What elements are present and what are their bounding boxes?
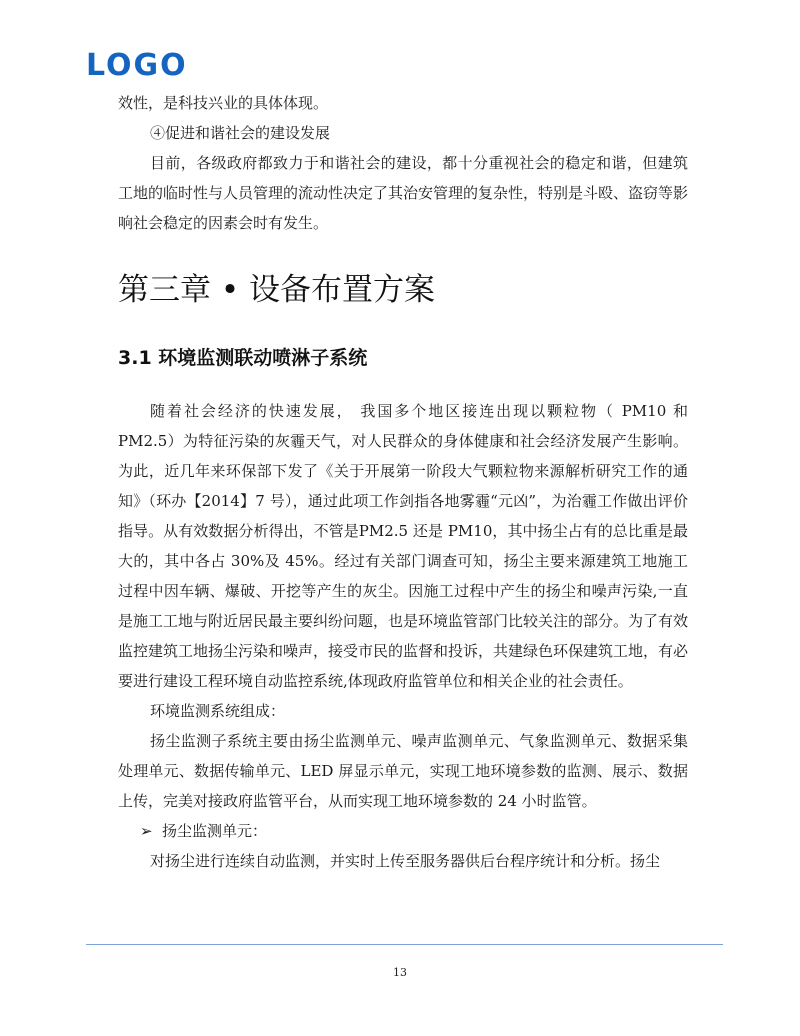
- list-item-harmony: ④促进和谐社会的建设发展: [150, 124, 331, 142]
- paragraph-harmony: 目前，各级政府都致力于和谐社会的建设，都十分重视社会的稳定和谐，但建筑工地的临时性与人员管理的流动性决定了其治安管理的复杂性，特别是斗殴、盗窃等影响社会稳定的因素会时有发生。: [118, 154, 689, 232]
- bullet-dust-unit: [118, 816, 688, 846]
- paragraph-background: 随着社会经济的快速发展， 我国多个地区接连出现以颗粒物（ PM10 和 PM2.5）为特征污染的灰霾天气，对人民群众的身体健康和社会经济发展产生影响。为此，近几年来环保部下发了《关于开展第一阶段大气颗粒物来源解析研究工作的通知》（环办【2014】7 号），通过此项工作剑指各地雾霾“元凶”，为治霾工作做出评价指导。从有效数据分析得出，不管是PM2.5 还是 PM10，其中扬尘占有的总比重是最大的，其中各占 30%及 45%。经过有关部门调查可知，扬尘主要来源建筑工地施工过程中因车辆、爆破、开挖等产生的灰尘。因施工过程中产生的扬尘和噪声污染,一直是施工工地与附近居民最主要纠纷问题，也是环境监管部门比较关注的部分。为了有效监控建筑工地扬尘污染和噪声，接受市民的监督和投诉，共建绿色环保建筑工地，有必要进行建设工程环境自动监控系统,体现政府监管单位和相关企业的社会责任。: [118, 402, 689, 690]
- page-content: [118, 88, 688, 876]
- logo: LOGO: [86, 48, 188, 83]
- section-spacer: [118, 374, 688, 396]
- chapter-title: 第三章 • 设备布置方案: [118, 272, 435, 308]
- paragraph-intro-end: 效性，是科技兴业的具体体现。: [118, 94, 329, 112]
- paragraph-dust-unit: 对扬尘进行连续自动监测，并实时上传至服务器供后台程序统计和分析。扬尘: [150, 852, 661, 870]
- page-number: 13: [393, 966, 407, 979]
- paragraph-composition: 扬尘监测子系统主要由扬尘监测单元、噪声监测单元、气象监测单元、数据采集处理单元、数据传输单元、LED 屏显示单元，实现工地环境参数的监测、展示、数据上传，完美对接政府监管平台，从而实现工地环境参数的 24 小时监管。: [118, 732, 688, 810]
- bullet-dust-unit-label: 扬尘监测单元：: [162, 822, 268, 840]
- composition-label: 环境监测系统组成：: [150, 702, 286, 720]
- arrow-bullet-icon: ➢: [140, 822, 153, 840]
- section-title: 3.1 环境监测联动喷淋子系统: [118, 347, 368, 369]
- footer-divider: [86, 944, 723, 945]
